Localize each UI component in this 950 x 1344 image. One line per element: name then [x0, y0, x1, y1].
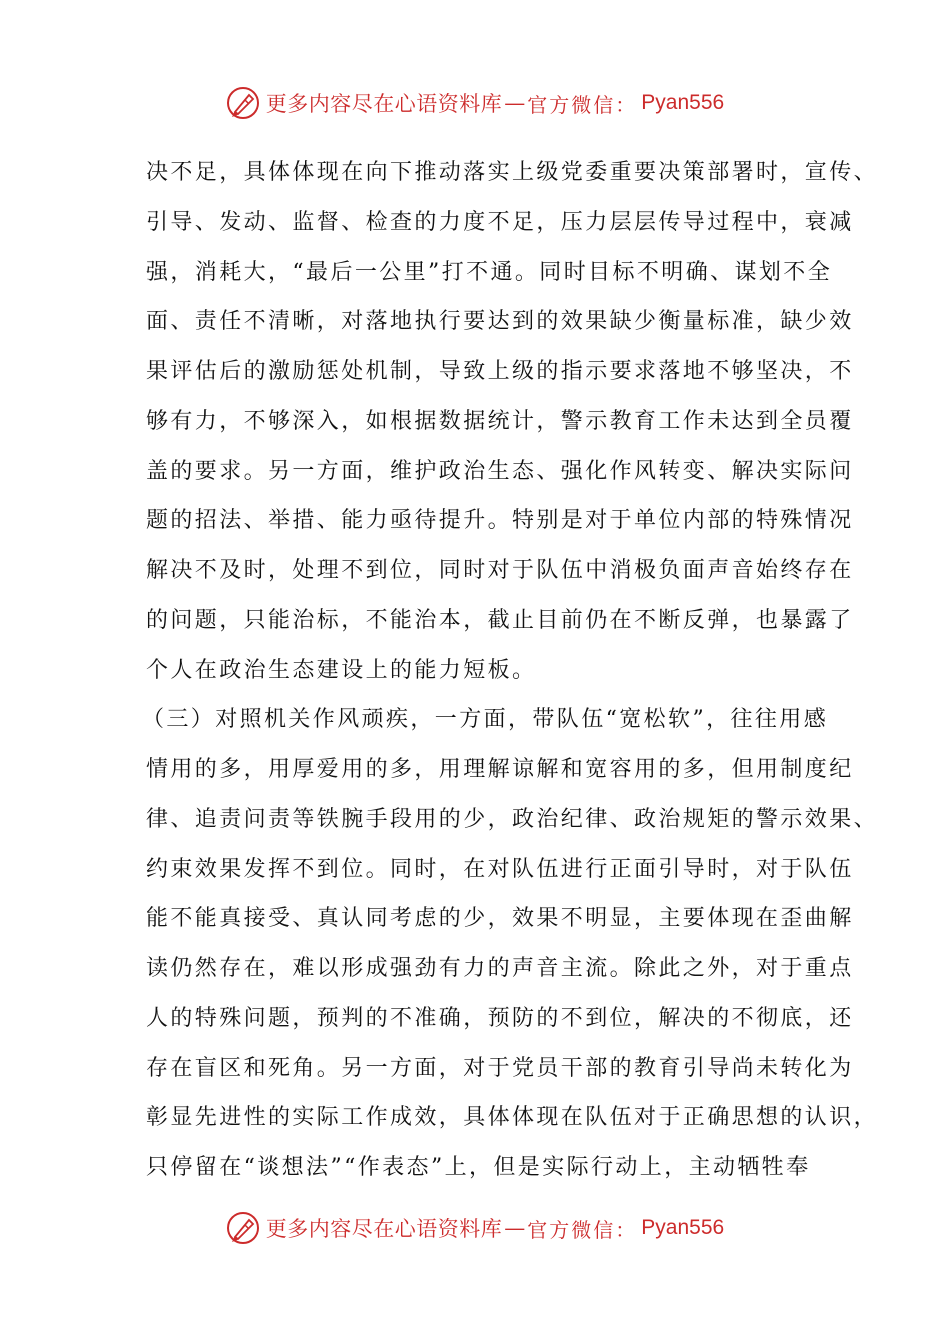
- watermark-brand: 更多内容尽在心语资料库: [265, 1217, 503, 1241]
- text-line: 的问题，只能治标，不能治本，截止目前仍在不断反弹，也暴露了: [146, 607, 854, 633]
- document-body: [142, 148, 879, 1193]
- text-line: 约束效果发挥不到位。同时，在对队伍进行正面引导时，对于队伍: [146, 856, 854, 882]
- watermark-label: 官方微信：: [527, 92, 638, 117]
- text-line: 够有力，不够深入，如根据数据统计，警示教育工作未达到全员覆: [146, 408, 854, 434]
- watermark-separator: —: [504, 91, 526, 115]
- header-watermark: [0, 83, 950, 123]
- text-line: 人的特殊问题，预判的不准确，预防的不到位，解决的不彻底，还: [146, 1005, 854, 1031]
- text-line: 能不能真接受、真认同考虑的少，效果不明显，主要体现在歪曲解: [146, 906, 854, 932]
- text-line: 盖的要求。另一方面，维护政治生态、强化作风转变、解决实际问: [146, 458, 854, 484]
- text-line: 引导、发动、监督、检查的力度不足，压力层层传导过程中，衰减: [146, 209, 854, 235]
- text-line: 只停留在“谈想法”“作表态”上，但是实际行动上，主动牺牲奉: [146, 1155, 811, 1180]
- text-line: 面、责任不清晰，对落地执行要达到的效果缺少衡量标准，缺少效: [146, 309, 854, 335]
- text-line: 果评估后的激励惩处机制，导致上级的指示要求落地不够坚决，不: [146, 359, 854, 384]
- text-line: 题的招法、举措、能力亟待提升。特别是对于单位内部的特殊情况: [146, 508, 854, 534]
- text-line: 强，消耗大，“最后一公里”打不通。同时目标不明确、谋划不全: [146, 259, 833, 285]
- section-heading-line: （三）对照机关作风顽疾，一方面，带队伍“宽松软”，往往用感: [142, 707, 829, 733]
- watermark-separator: —: [504, 1216, 526, 1240]
- watermark-label: 官方微信：: [527, 1217, 638, 1242]
- footer-watermark: [0, 1208, 950, 1248]
- text-line: 读仍然存在，难以形成强劲有力的声音主流。除此之外，对于重点: [146, 956, 854, 981]
- text-line: 情用的多，用厚爱用的多，用理解谅解和宽容用的多，但用制度纪: [146, 757, 854, 782]
- text-line: 解决不及时，处理不到位，同时对于队伍中消极负面声音始终存在: [146, 558, 854, 583]
- text-line: 个人在政治生态建设上的能力短板。: [146, 657, 537, 683]
- text-line: 决不足，具体体现在向下推动落实上级党委重要决策部署时，宣传、: [146, 160, 879, 185]
- text-line: 存在盲区和死角。另一方面，对于党员干部的教育引导尚未转化为: [146, 1055, 854, 1081]
- watermark-brand: 更多内容尽在心语资料库: [265, 92, 503, 116]
- pen-nib-logo-icon: [226, 1211, 260, 1245]
- watermark-wechat-id: Pyan556: [641, 1216, 725, 1239]
- watermark-wechat-id: Pyan556: [641, 91, 725, 114]
- pen-nib-logo-icon: [226, 86, 260, 120]
- text-line: 律、追责问责等铁腕手段用的少，政治纪律、政治规矩的警示效果、: [146, 806, 879, 832]
- text-line: 彰显先进性的实际工作成效，具体体现在队伍对于正确思想的认识，: [146, 1105, 879, 1131]
